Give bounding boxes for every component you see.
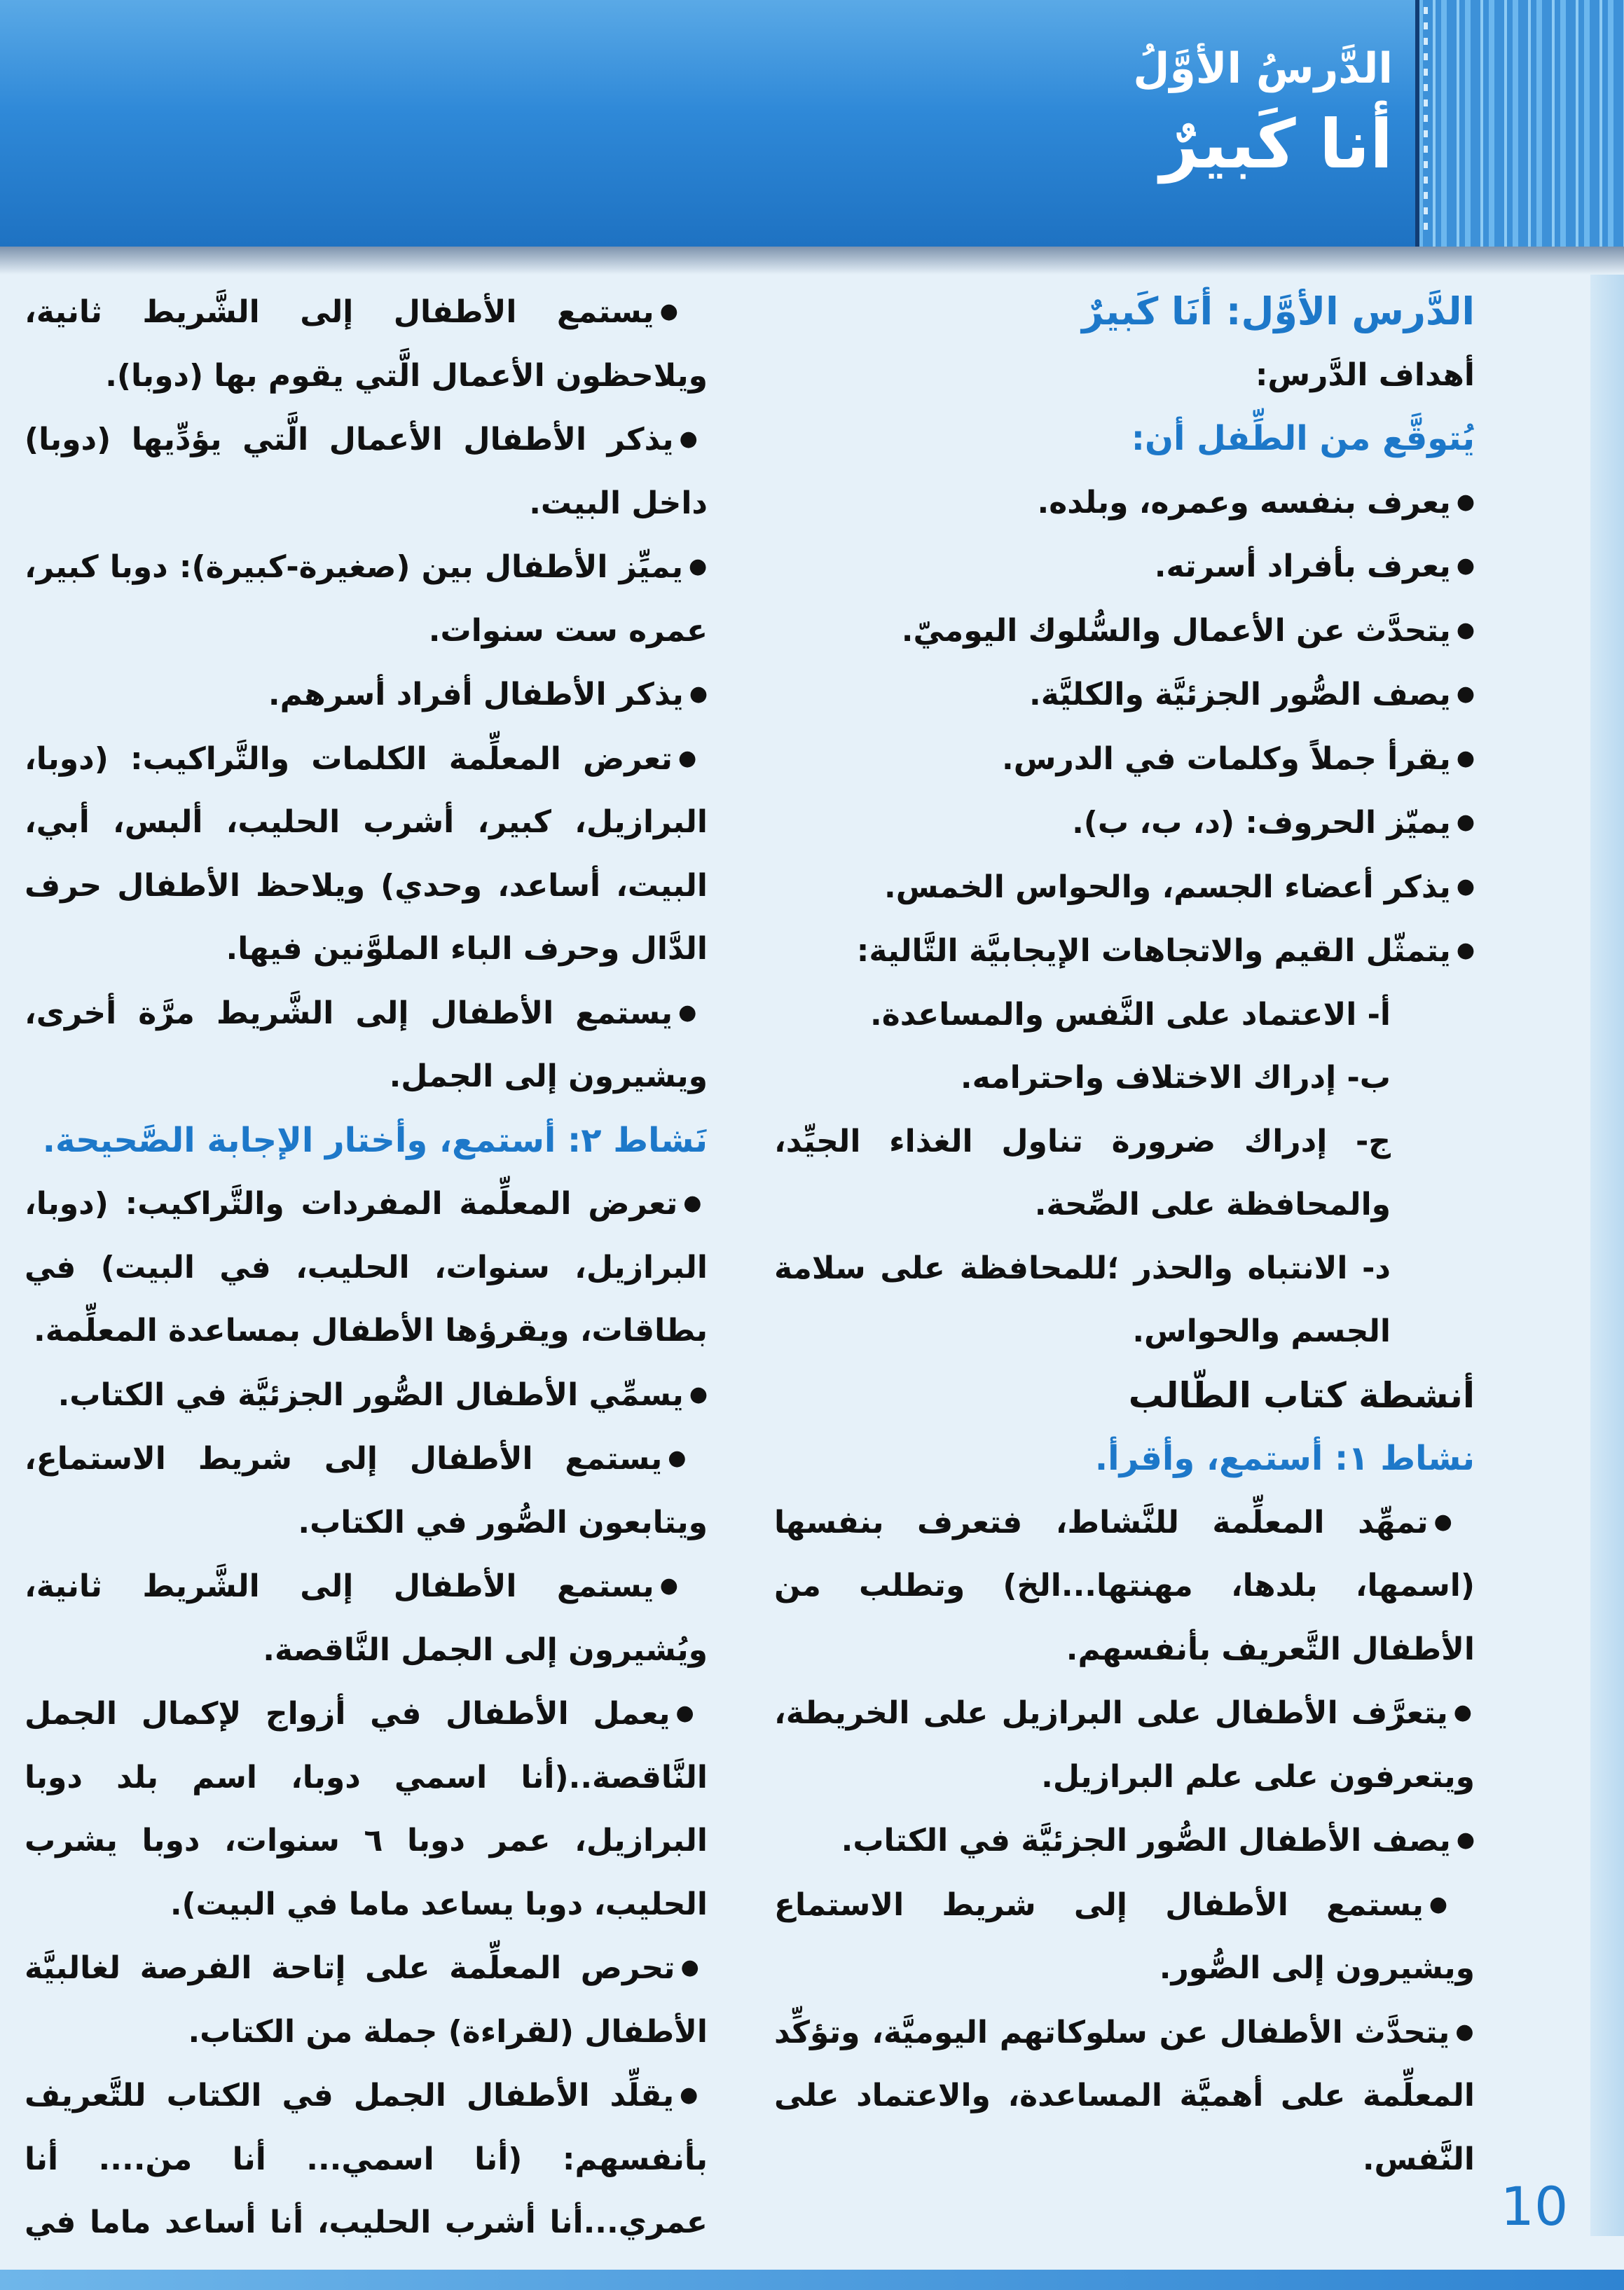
- bullet-item: ● يتعرَّف الأطفال على البرازيل على الخريطة، ويتعرفون على علم البرازيل.: [774, 1681, 1475, 1809]
- bullet-item: ● يعرف بأفراد أسرته.: [774, 534, 1475, 599]
- bullet-item: ● يصف الأطفال الصُّور الجزئيَّة في الكتاب.: [774, 1809, 1475, 1873]
- bullet-item: ● يقلِّد الأطفال الجمل في الكتاب للتَّعريف بأنفسهم: (أنا اسمي... أنا من.... أنا عمري...أنا أشرب الحليب، أنا أساعد ماما في: [25, 2064, 708, 2290]
- bullet-item: ● يستمع الأطفال إلى شريط الاستماع، ويتابعون الصُّور في الكتاب.: [25, 1427, 708, 1554]
- section-heading: أنشطة كتاب الطّالب: [1128, 1374, 1475, 1416]
- header-titles: [1000, 41, 1393, 186]
- left-text-column: [25, 280, 708, 2290]
- bullet-item: ● يعمل الأطفال في أزواج لإكمال الجمل النَّاقصة..(أنا اسمي دوبا، اسم بلد دوبا البرازيل، عمر دوبا ٦ سنوات، دوبا يشرب الحليب، دوبا يساعد ماما في البيت).: [25, 1682, 708, 1936]
- bullet-item: ● يسمِّي الأطفال الصُّور الجزئيَّة في الكتاب.: [25, 1363, 708, 1428]
- lesson-title: أنا كَبيرٌ: [1159, 105, 1393, 184]
- bullet-item: ● تحرص المعلِّمة على إتاحة الفرصة لغالبيَّة الأطفال (لقراءة) جملة من الكتاب.: [25, 1936, 708, 2064]
- sub-item: د- الانتباه والحذر ؛للمحافظة على سلامة الجسم والحواس.: [774, 1250, 1391, 1349]
- lesson-label: الدَّرسُ الأوَّلُ: [1133, 44, 1393, 93]
- bullet-item: ● تعرض المعلِّمة الكلمات والتَّراكيب: (دوبا، البرازيل، كبير، أشرب الحليب، ألبس، أبي، البيت، أساعد، وحدي) ويلاحظ الأطفال حرف الدَّال وحرف الباء الملوَّنين فيها.: [25, 727, 708, 981]
- section-title: الدَّرس الأوَّل: أنَا كَبيرٌ: [1082, 289, 1475, 333]
- bullet-item: ● يتمثّل القيم والاتجاهات الإيجابيَّة التَّالية:: [774, 919, 1475, 984]
- header-shadow: [0, 247, 1624, 275]
- header-divider: [1415, 0, 1419, 247]
- bullet-item: ● يذكر الأطفال أفراد أسرهم.: [25, 663, 708, 727]
- bullet-item: ● يميِّز الأطفال بين (صغيرة-كبيرة): دوبا كبير، عمره ست سنوات.: [25, 535, 708, 663]
- bullet-item: ● يستمع الأطفال إلى شريط الاستماع ويشيرون إلى الصُّور.: [774, 1873, 1475, 2001]
- bullet-item: ● يميّز الحروف: (د، ب، ب).: [774, 791, 1475, 855]
- header-dotted-line: [1424, 7, 1428, 238]
- right-text-column: [774, 280, 1475, 2191]
- bullet-item: ● يستمع الأطفال إلى الشَّريط ثانية، ويُشيرون إلى الجمل النَّاقصة.: [25, 1554, 708, 1682]
- page-number: 10: [1500, 2175, 1569, 2237]
- bullet-item: ● يذكر أعضاء الجسم، والحواس الخمس.: [774, 855, 1475, 920]
- activity-heading: يُتوقَّع من الطِّفل أن:: [1131, 419, 1475, 458]
- bullet-item: ● يقرأ جملاً وكلمات في الدرس.: [774, 727, 1475, 792]
- activity-heading: نَشاط ٢: أستمع، وأختار الإجابة الصَّحيحة.: [42, 1120, 708, 1160]
- bullet-item: ● يستمع الأطفال إلى الشَّريط مرَّة أخرى، ويشيرون إلى الجمل.: [25, 981, 708, 1109]
- sub-item: ب- إدراك الاختلاف واحترامه.: [960, 1060, 1391, 1096]
- text-line: أهداف الدَّرس:: [1255, 357, 1475, 393]
- bullet-item: ● يستمع الأطفال إلى الشَّريط ثانية، ويلاحظون الأعمال الَّتي يقوم بها (دوبا).: [25, 280, 708, 408]
- bullet-item: ● تعرض المعلِّمة المفردات والتَّراكيب: (دوبا، البرازيل، سنوات، الحليب، في البيت) في بطاقات، ويقرؤها الأطفال بمساعدة المعلِّمة.: [25, 1172, 708, 1363]
- sub-item: ج- إدراك ضرورة تناول الغذاء الجيِّد، والمحافظة على الصِّحة.: [774, 1123, 1391, 1222]
- bullet-item: ● يعرف بنفسه وعمره، وبلده.: [774, 471, 1475, 535]
- sub-item: أ- الاعتماد على النَّفس والمساعدة.: [870, 996, 1391, 1033]
- bullet-item: ● يصف الصُّور الجزئيَّة والكليَّة.: [774, 663, 1475, 727]
- bullet-item: ● يتحدَّث عن الأعمال والسُّلوك اليوميّ.: [774, 599, 1475, 663]
- bullet-item: ● يذكر الأطفال الأعمال الَّتي يؤدِّيها (دوبا) داخل البيت.: [25, 408, 708, 535]
- bullet-item: ● يتحدَّث الأطفال عن سلوكاتهم اليوميَّة، وتؤكِّد المعلِّمة على أهميَّة المساعدة، والاعتماد على النَّفس.: [774, 2001, 1475, 2192]
- activity-heading: نشاط ١: أستمع، وأقرأ.: [1094, 1439, 1475, 1478]
- header-stripes: [1417, 0, 1624, 247]
- right-edge-band: [1590, 275, 1624, 2236]
- bullet-item: ● تمهِّد المعلِّمة للنَّشاط، فتعرف بنفسها (اسمها، بلدها، مهنتها...الخ) وتطلب من الأطفال التَّعريف بأنفسهم.: [774, 1491, 1475, 1682]
- footer-bar: [0, 2270, 1624, 2290]
